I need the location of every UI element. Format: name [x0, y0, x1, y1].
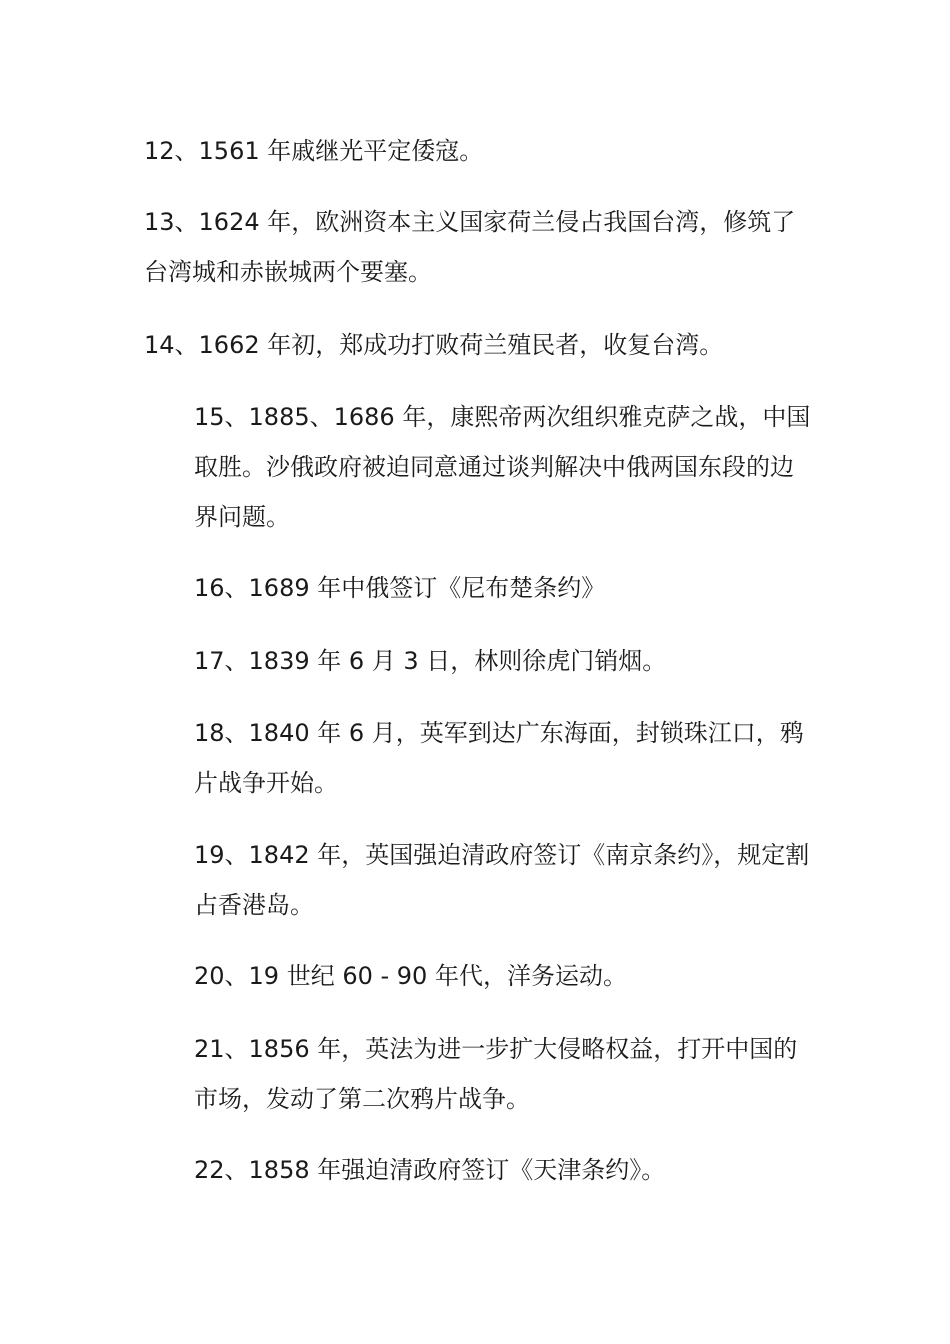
history-item-17: 17、1839 年 6 月 3 日，林则徐虎门销烟。: [194, 647, 667, 675]
history-item-22: 22、1858 年强迫清政府签订《天津条约》。: [194, 1156, 666, 1184]
history-item-14: 14、1662 年初，郑成功打败荷兰殖民者，收复台湾。: [144, 331, 724, 359]
history-item-16: 16、1689 年中俄签订《尼布楚条约》: [194, 574, 606, 602]
history-item-13: 13、1624 年，欧洲资本主义国家荷兰侵占我国台湾，修筑了台湾城和赤嵌城两个要塞。: [144, 208, 796, 286]
history-item-12: 12、1561 年戚继光平定倭寇。: [144, 137, 484, 165]
history-item-18: 18、1840 年 6 月，英军到达广东海面，封锁珠江口，鸦片战争开始。: [194, 719, 804, 797]
history-item-21: 21、1856 年，英法为进一步扩大侵略权益，打开中国的市场，发动了第二次鸦片战争。: [194, 1035, 798, 1113]
history-item-20: 20、19 世纪 60 - 90 年代，洋务运动。: [194, 962, 627, 990]
history-item-19: 19、1842 年，英国强迫清政府签订《南京条约》，规定割占香港岛。: [194, 841, 810, 919]
history-item-15: 15、1885、1686 年，康熙帝两次组织雅克萨之战，中国取胜。沙俄政府被迫同意通过谈判解决中俄两国东段的边界问题。: [194, 403, 811, 531]
